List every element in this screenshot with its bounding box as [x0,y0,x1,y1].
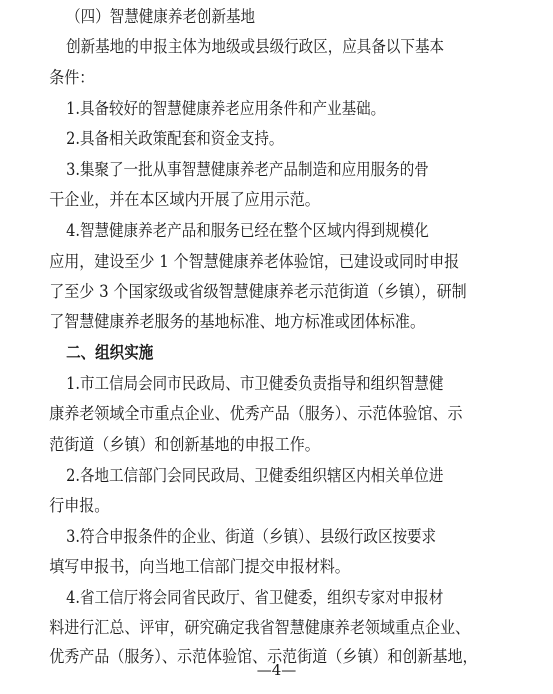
paragraph-line: 料进行汇总、评审，研究确定我省智慧健康养老领域重点企业、 [49,618,471,637]
paragraph-line: 1.具备较好的智慧健康养老应用条件和产业基础。 [66,99,386,118]
paragraph-line: 创新基地的申报主体为地级或县级行政区，应具备以下基本 [66,37,445,56]
paragraph-line: 2.具备相关政策配套和资金支持。 [66,129,284,148]
paragraph-line: 2.各地工信部门会同民政局、卫健委组织辖区内相关单位进 [66,466,444,485]
paragraph-line: 3.集聚了一批从事智慧健康养老产品制造和应用服务的骨 [66,160,429,179]
paragraph-line: 行申报。 [49,496,110,515]
paragraph-line: 4.省工信厅将会同省民政厅、省卫健委，组织专家对申报材 [66,588,444,607]
paragraph-line: 康养老领域全市重点企业、优秀产品（服务）、示范体验馆、示 [49,404,463,423]
paragraph-line: 4.智慧健康养老产品和服务已经在整个区域内得到规模化 [66,221,429,240]
subsection-heading: （四）智慧健康养老创新基地 [66,7,256,26]
paragraph-line: 填写申报书，向当地工信部门提交申报材料。 [49,557,350,576]
paragraph-line: 了智慧健康养老服务的基地标准、地方标准或团体标准。 [49,312,425,331]
paragraph-line: 1.市工信局会同市民政局、市卫健委负责指导和组织智慧健 [66,374,444,393]
paragraph-line: 应用，建设至少 1 个智慧健康养老体验馆，已建设或同时申报 [49,252,460,271]
paragraph-line: 3.符合申报条件的企业、街道（乡镇）、县级行政区按要求 [66,527,437,546]
page-number: —4— [256,661,297,679]
section-heading: 二、组织实施 [66,343,154,362]
paragraph-line: 优秀产品（服务）、示范体验馆、示范街道（乡镇）和创新基地， [49,647,478,666]
paragraph-line: 范街道（乡镇）和创新基地的申报工作。 [49,435,320,454]
paragraph-line: 干企业，并在本区域内开展了应用示范。 [49,190,320,209]
paragraph-line: 条件： [49,68,95,87]
paragraph-line: 了至少 3 个国家级或省级智慧健康养老示范街道（乡镇），研制 [49,282,467,301]
